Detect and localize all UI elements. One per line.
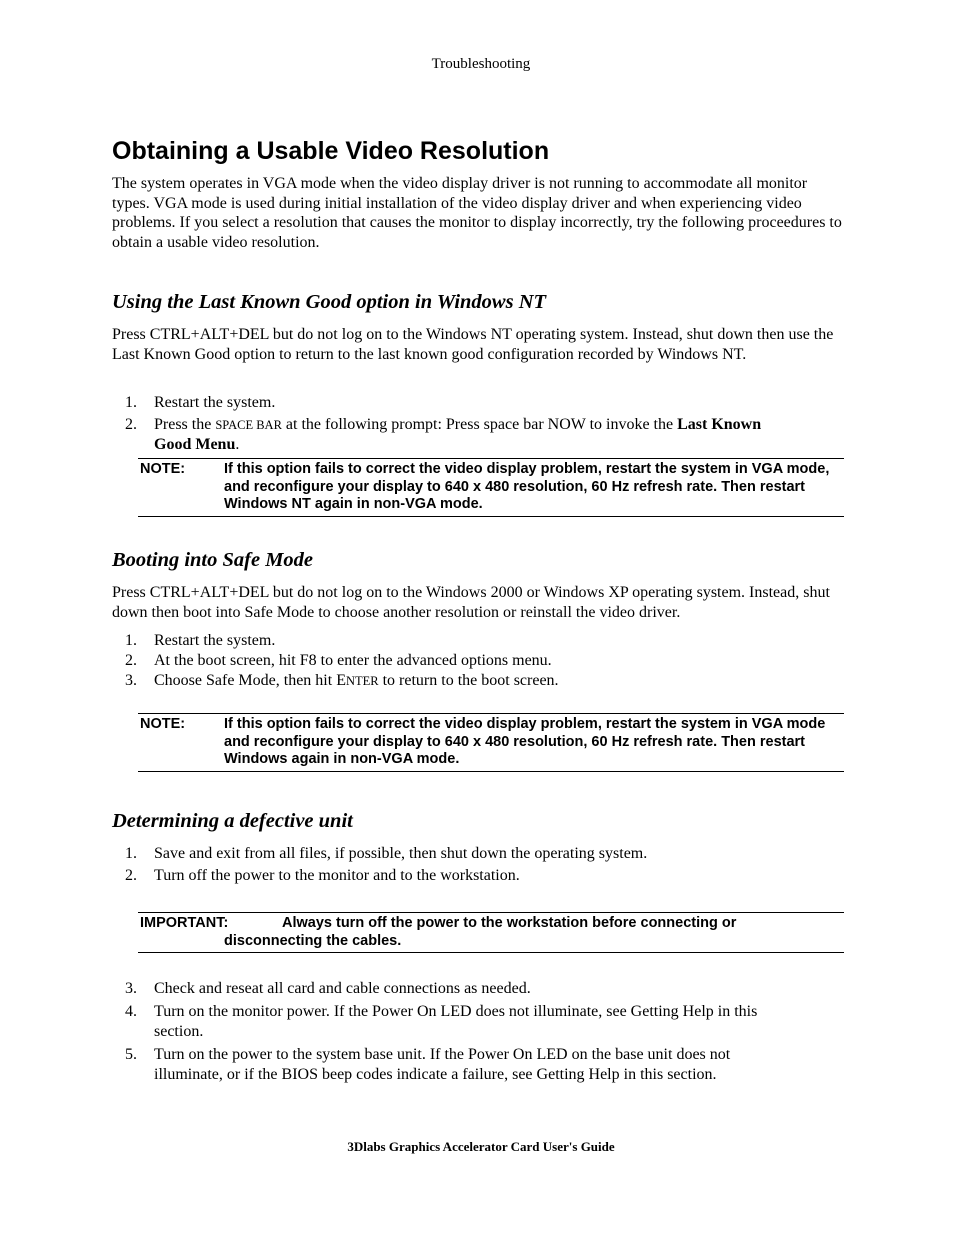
important-box (138, 912, 844, 953)
step-text: Save and exit from all files, if possible, then shut down the operating system. (154, 845, 648, 862)
list-number: 5. (125, 1046, 137, 1063)
key-name: NTER (345, 674, 379, 688)
list-number: 3. (125, 672, 137, 689)
step-text: Turn on the monitor power. If the Power On LED does not illuminate, see Getting Help in this section. (154, 1003, 758, 1040)
list-number: 2. (125, 867, 137, 884)
running-footer: 3Dlabs Graphics Accelerator Card User's Guide (347, 1139, 615, 1154)
step-text: Check and reseat all card and cable connections as needed. (154, 980, 531, 997)
step-text: Turn off the power to the monitor and to the workstation. (154, 867, 520, 884)
menu-name: Last Known Good Menu (154, 416, 762, 453)
note-box (138, 713, 844, 772)
step-text: at the following prompt: Press space bar NOW to invoke the (281, 416, 678, 433)
list-number: 2. (125, 416, 137, 433)
important-text: disconnecting the cables. (224, 932, 402, 949)
steps-list (112, 979, 792, 1085)
list-item (112, 979, 792, 999)
page-title: Obtaining a Usable Video Resolution (112, 137, 550, 165)
key-name: SPACE BAR (215, 418, 282, 432)
steps-list (112, 393, 812, 455)
section-heading-last-known-good: Using the Last Known Good option in Windows NT (112, 291, 547, 313)
note-box (138, 458, 844, 517)
step-text: Restart the system. (154, 394, 276, 411)
step-text: Press the (154, 416, 216, 433)
step-text: Choose Safe Mode, then hit E (154, 672, 346, 689)
section-paragraph: Press CTRL+ALT+DEL but do not log on to the Windows 2000 or Windows XP operating system. Instead, shut down then boot into Safe Mode to choose another resolution or reinstall the video driver. (112, 584, 830, 621)
important-label: IMPORTANT: (140, 915, 229, 931)
important-text: Always turn off the power to the workstation before connecting or (282, 915, 737, 931)
list-item (112, 651, 812, 671)
list-item (112, 671, 812, 691)
intro-paragraph: The system operates in VGA mode when the video display driver is not running to accommodate all monitor types. VGA mode is used during initial installation of the video display driver and when experiencing video problems. If you select a resolution that causes the monitor to display incorrectly, try the following proceedures to obtain a usable video resolution. (112, 175, 842, 252)
list-number: 3. (125, 980, 137, 997)
steps-list (112, 844, 812, 886)
list-item (112, 631, 812, 651)
list-number: 1. (125, 632, 137, 649)
list-number: 2. (125, 652, 137, 669)
step-text: to return to the boot screen. (378, 672, 559, 689)
list-number: 1. (125, 845, 137, 862)
note-text: If this option fails to correct the video display problem, restart the system in VGA mode and reconfigure your display to 640 x 480 resolution, 60 Hz refresh rate. Then restart Windows again in non-VGA mode. (224, 716, 826, 768)
section-paragraph: Press CTRL+ALT+DEL but do not log on to the Windows NT operating system. Instead, shut down then use the Last Known Good option to return to the last known good configuration recorded by Windows NT. (112, 326, 834, 363)
step-text: Restart the system. (154, 632, 276, 649)
note-text: If this option fails to correct the video display problem, restart the system in VGA mode, and reconfigure your display to 640 x 480 resolution, 60 Hz refresh rate. Then restart Windows NT again in non-VGA mode. (224, 461, 830, 513)
list-item (112, 1045, 792, 1085)
list-item (112, 866, 812, 886)
note-label: NOTE: (140, 716, 186, 732)
list-item (112, 393, 812, 413)
step-text: Turn on the power to the system base unit. If the Power On LED on the base unit does not illuminate, or if the BIOS beep codes indicate a failure, see Getting Help in this section. (154, 1046, 731, 1083)
section-heading-safe-mode: Booting into Safe Mode (112, 549, 314, 571)
section-heading-defective-unit: Determining a defective unit (112, 810, 353, 832)
steps-list (112, 631, 812, 691)
running-header: Troubleshooting (431, 56, 531, 72)
note-label: NOTE: (140, 461, 186, 477)
step-text: At the boot screen, hit F8 to enter the advanced options menu. (154, 652, 552, 669)
list-number: 1. (125, 394, 137, 411)
list-number: 4. (125, 1003, 137, 1020)
list-item (112, 844, 812, 864)
important-text-block (140, 915, 830, 950)
step-text: . (235, 436, 240, 453)
list-item (112, 415, 774, 455)
list-item (112, 1002, 792, 1042)
